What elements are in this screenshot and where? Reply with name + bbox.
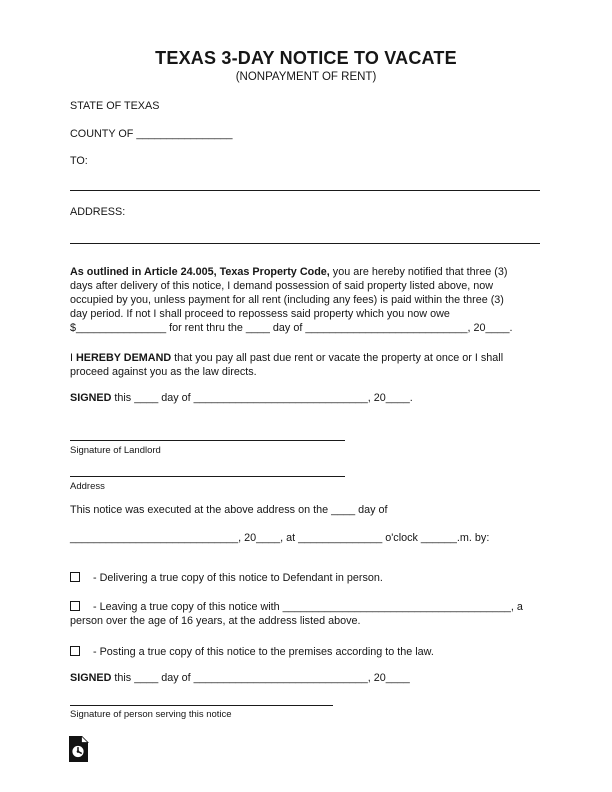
landlord-signature-fill-line[interactable] (70, 440, 345, 441)
page-title: TEXAS 3-DAY NOTICE TO VACATE (155, 48, 457, 68)
service-option-posting (70, 645, 434, 659)
state-of-texas-label: STATE OF TEXAS (70, 100, 160, 112)
execution-statement-line2[interactable]: ____________________________, 20____, at ______________ o'clock ______.m. by: (70, 532, 490, 544)
signed-bold-2: SIGNED (70, 672, 112, 684)
address-fill-line[interactable] (70, 243, 540, 244)
demand-paragraph (70, 265, 512, 335)
leaving-checkbox[interactable] (70, 601, 80, 611)
hereby-demand-line2: proceed against you as the law directs. (70, 366, 257, 378)
to-label: TO: (70, 155, 88, 167)
execution-statement-line1: This notice was executed at the above address on the ____ day of (70, 504, 388, 516)
address-label: ADDRESS: (70, 206, 126, 218)
document-clock-logo-icon (68, 736, 89, 766)
page-subtitle: (NONPAYMENT OF RENT) (235, 71, 377, 83)
hereby-demand-bold: HEREBY DEMAND (76, 352, 172, 364)
delivering-checkbox[interactable] (70, 572, 80, 582)
signed-server-line[interactable]: SIGNED this ____ day of _____________________________, 20____ (70, 672, 410, 684)
landlord-address-fill-line[interactable] (70, 476, 345, 477)
demand-paragraph-line4: day period. If not I shall proceed to repossess said property which you now owe (70, 308, 450, 320)
rent-amount-and-date-fields[interactable]: $_______________ for rent thru the ____ day of ___________________________, 20____. (70, 322, 513, 334)
server-signature-label: Signature of person serving this notice (70, 709, 232, 720)
signed-landlord-line[interactable]: SIGNED this ____ day of _____________________________, 20____. (70, 392, 413, 404)
service-option-delivering (70, 571, 383, 585)
delivering-option-label: - Delivering a true copy of this notice to Defendant in person. (93, 572, 383, 584)
demand-paragraph-line1: As outlined in Article 24.005, Texas Property Code, you are hereby notified that three (3) (70, 266, 508, 278)
county-of-field[interactable]: COUNTY OF ________________ (70, 128, 233, 140)
posting-checkbox[interactable] (70, 646, 80, 656)
tenant-name-fill-line[interactable] (70, 190, 540, 191)
statute-reference: As outlined in Article 24.005, Texas Property Code, (70, 266, 330, 278)
service-option-leaving (70, 600, 523, 628)
hereby-demand-line1: I HEREBY DEMAND that you pay all past due rent or vacate the property at once or I shall (70, 352, 504, 364)
leaving-option-label-line1[interactable]: - Leaving a true copy of this notice with ______________________________________, a (93, 601, 523, 613)
landlord-signature-label: Signature of Landlord (70, 445, 161, 456)
demand-paragraph-line2: days after delivery of this notice, I demand possession of said property listed above, now (70, 280, 494, 292)
server-signature-fill-line[interactable] (70, 705, 333, 706)
hereby-demand-statement (70, 351, 503, 379)
signed-bold: SIGNED (70, 392, 112, 404)
landlord-address-label: Address (70, 481, 105, 492)
posting-option-label: - Posting a true copy of this notice to the premises according to the law. (93, 646, 434, 658)
demand-paragraph-line3: occupied by you, unless payment for all rent (including any fees) is paid within the three (3) (70, 294, 504, 306)
leaving-option-label-line2: person over the age of 16 years, at the address listed above. (70, 615, 361, 627)
